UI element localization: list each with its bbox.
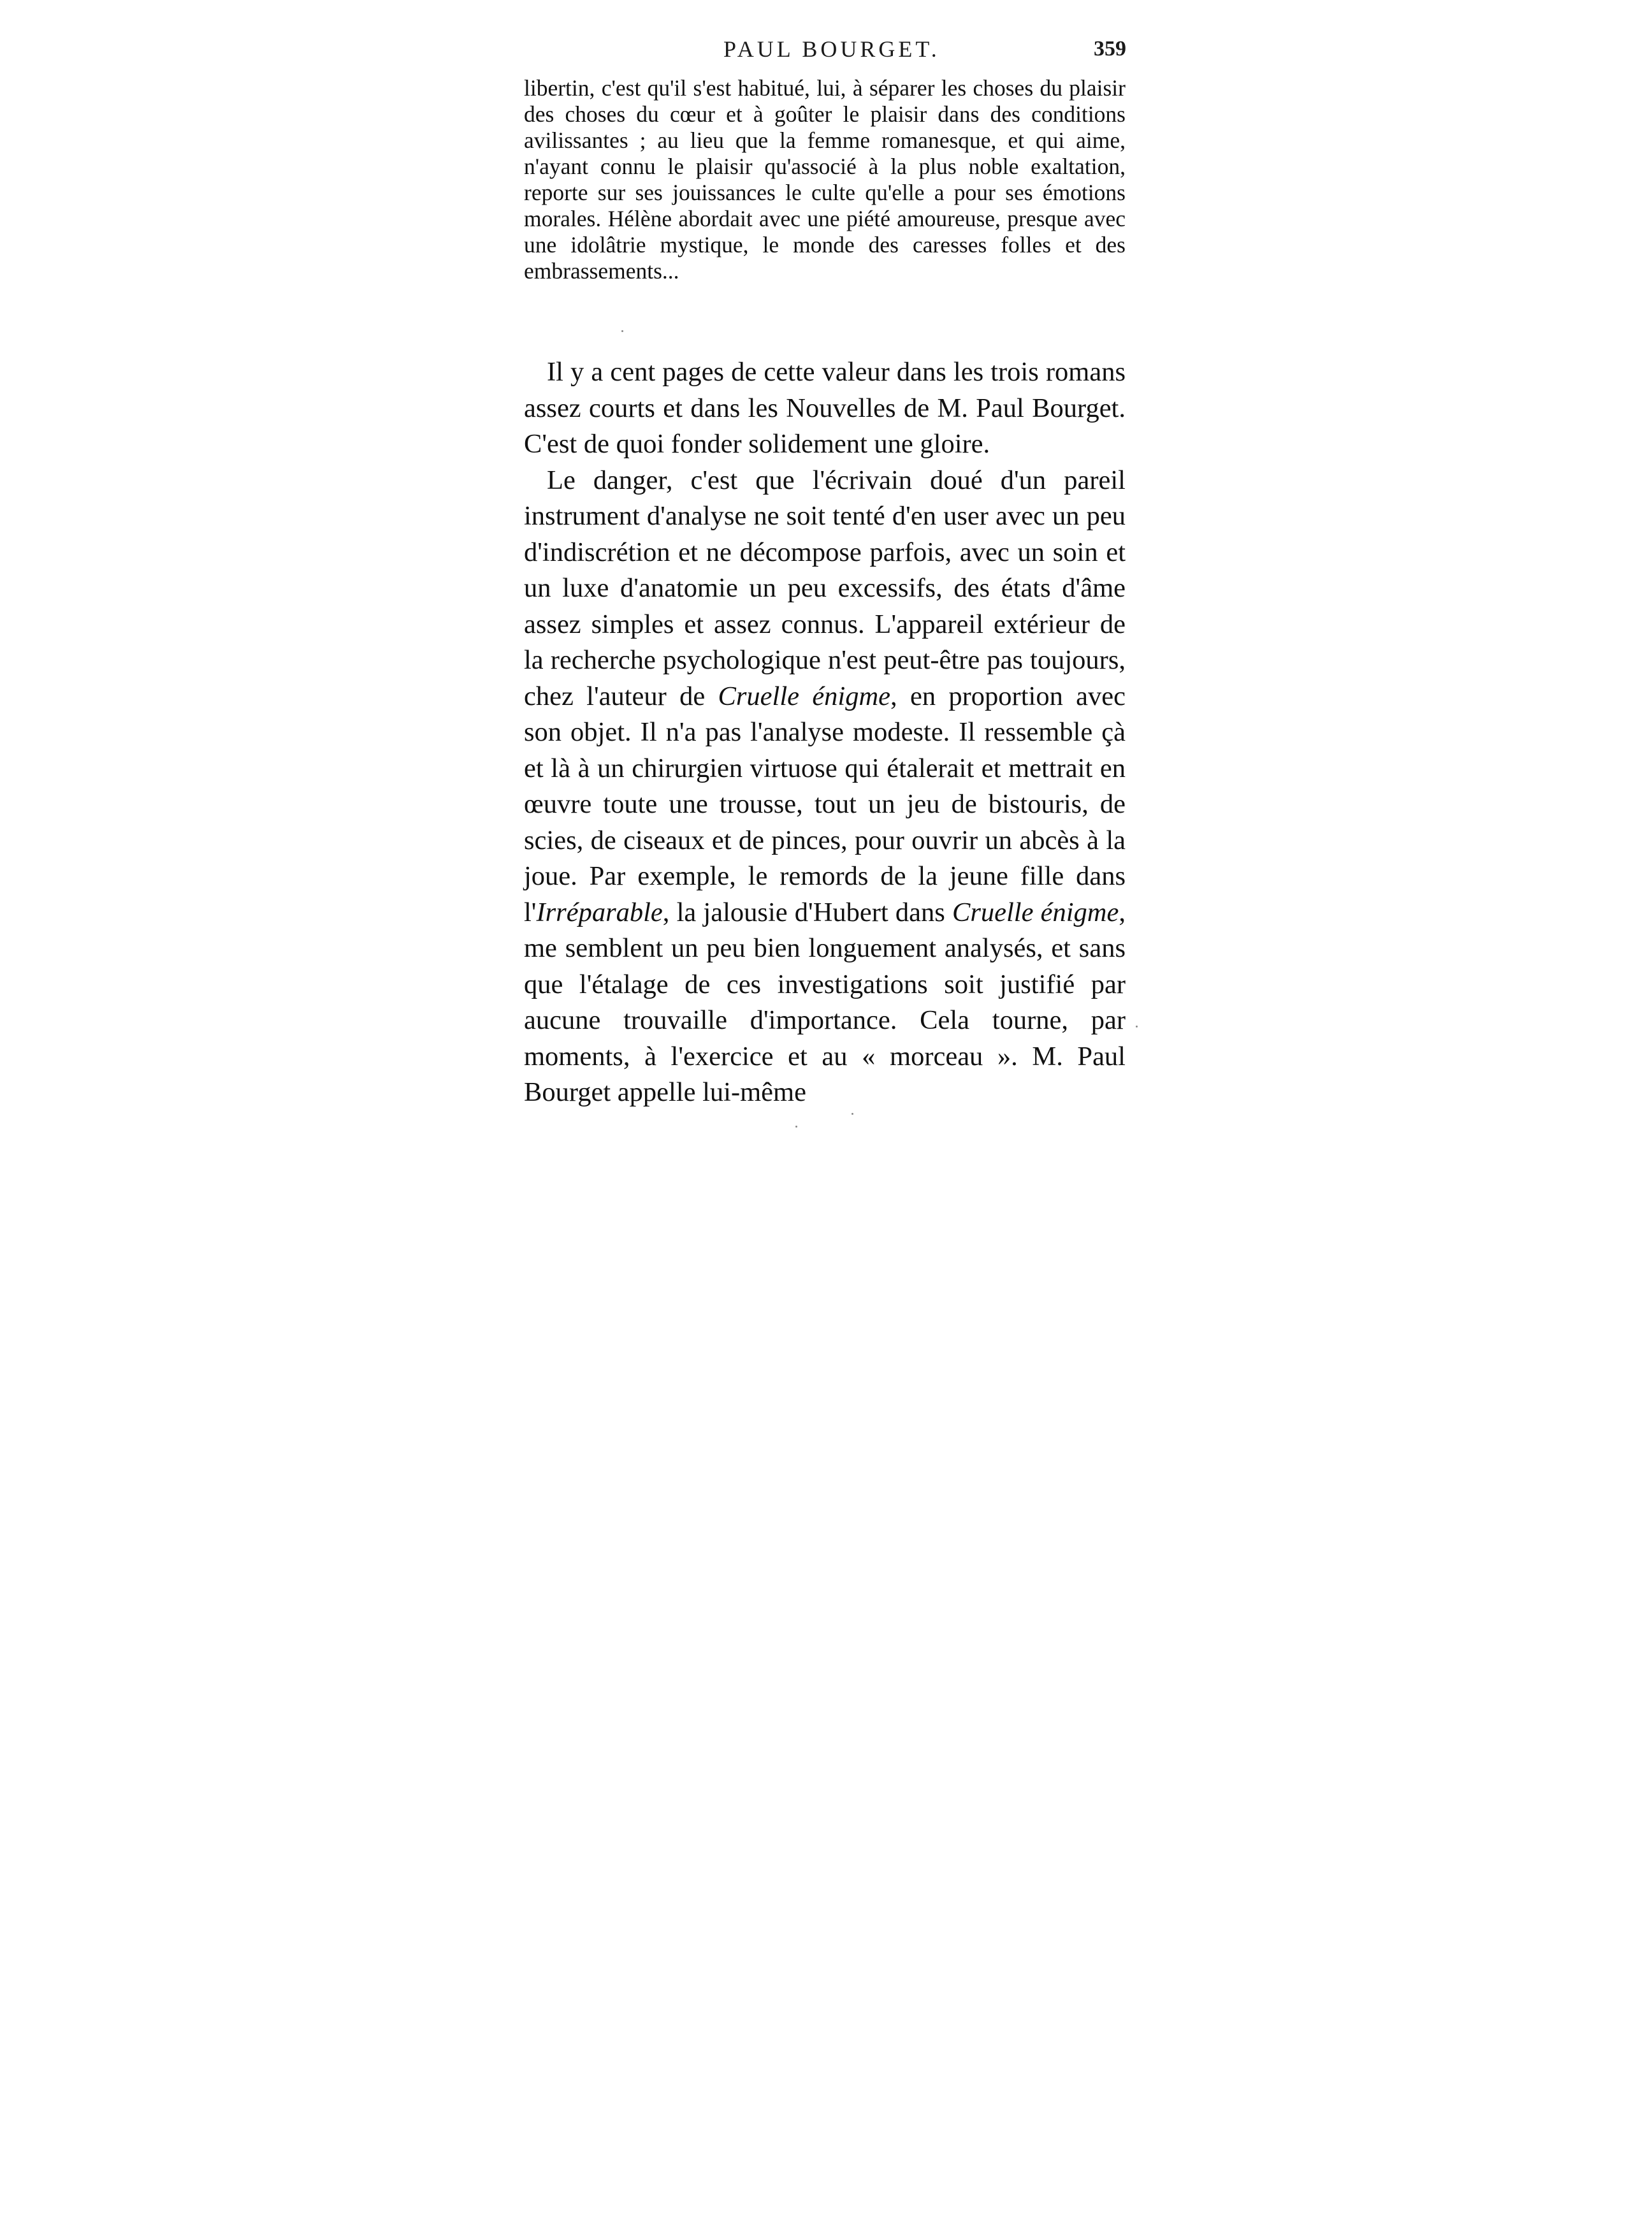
book-title-italic: Cruelle énigme xyxy=(718,681,891,711)
scan-speck xyxy=(795,1126,797,1128)
scan-speck xyxy=(621,330,623,332)
paragraph-1 xyxy=(524,354,1126,463)
scan-speck xyxy=(851,1113,853,1115)
scan-speck xyxy=(1136,1026,1138,1027)
text-run: Il y a cent pages de cette valeur dans les trois romans assez courts et dans les Nouvelles de M. Paul Bourget. C'est de quoi fonder solidement une gloire. xyxy=(524,357,1126,459)
body-text xyxy=(524,354,1126,1111)
text-run: Le danger, c'est que l'écrivain doué d'un pareil instrument d'analyse ne soit tenté d'en user avec un peu d'indiscrétion et ne décompose parfois, avec un soin et un luxe d'anatomie un peu excessifs, des états d'âme assez simples et assez connus. L'appareil extérieur de la recherche psychologique n'est peut-être pas toujours, chez l'auteur de xyxy=(524,465,1126,711)
paragraph-2 xyxy=(524,463,1126,1111)
block-quote xyxy=(524,75,1126,284)
page-header xyxy=(519,36,1126,74)
book-title-italic: Irréparable xyxy=(536,897,663,927)
quote-paragraph xyxy=(524,75,1126,284)
book-title-italic: Cruelle énigme xyxy=(952,897,1119,927)
text-run: , me semblent un peu bien longuement analysés, et sans que l'étalage de ces investigations soit justifié par aucune trouvaille d'importance. Cela tourne, par moments, à l'exercice et au « morceau ». M. Paul Bourget appelle lui-même xyxy=(524,897,1126,1107)
text-run: , la jalousie d'Hubert dans xyxy=(662,897,952,927)
page-number: 359 xyxy=(1094,37,1126,61)
quote-text: libertin, c'est qu'il s'est habitué, lui, à séparer les choses du plaisir des choses du cœur et à goûter le plaisir dans des conditions avilissantes ; au lieu que la femme romanesque, et qui aime, n'ayant connu le plaisir qu'associé à la plus noble exaltation, reporte sur ses jouissances le culte qu'elle a pour ses émotions morales. Hélène abordait avec une piété amoureuse, presque avec une idolâtrie mystique, le monde des caresses folles et des embrassements... xyxy=(524,75,1126,284)
running-head: PAUL BOURGET. xyxy=(723,36,940,62)
text-run: , en proportion avec son objet. Il n'a pas l'analyse modeste. Il ressemble çà et là à un chirurgien virtuose qui étalerait et mettrait en œuvre toute une trousse, tout un jeu de bistouris, de scies, de ciseaux et de pinces, pour ouvrir un abcès à la joue. Par exemple, le remords de la jeune fille dans l' xyxy=(524,681,1126,927)
